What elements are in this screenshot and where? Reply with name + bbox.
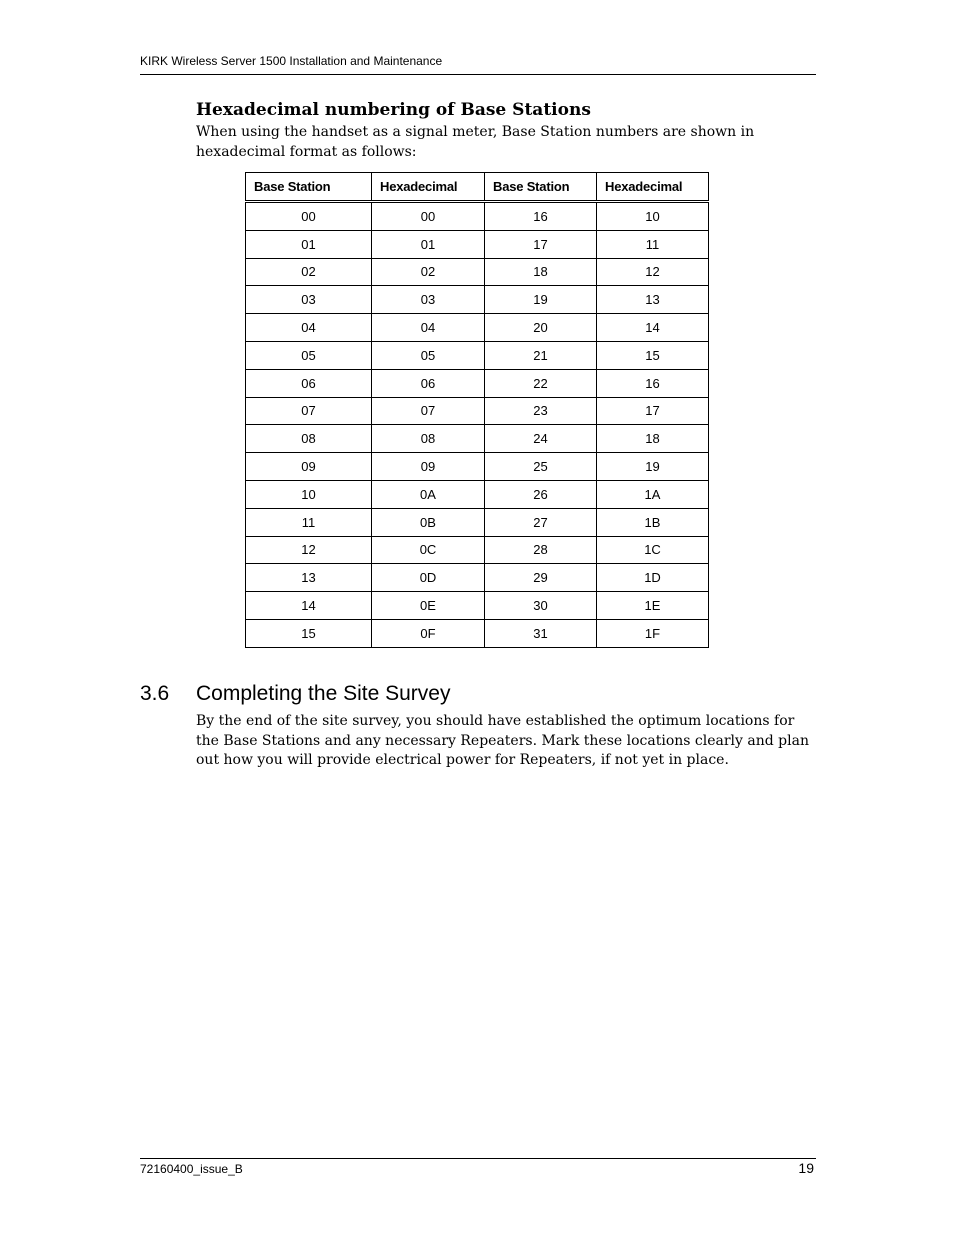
table-cell: 16 [597, 369, 709, 397]
table-cell: 09 [372, 453, 485, 481]
table-cell: 13 [246, 564, 372, 592]
table-cell: 31 [485, 619, 597, 647]
table-cell: 00 [372, 202, 485, 231]
table-cell: 11 [246, 508, 372, 536]
table-cell: 15 [597, 341, 709, 369]
table-row [246, 230, 709, 258]
table-cell: 22 [485, 369, 597, 397]
table-cell: 1C [597, 536, 709, 564]
table-cell: 30 [485, 592, 597, 620]
table-cell: 1D [597, 564, 709, 592]
table-cell: 03 [372, 286, 485, 314]
table-cell: 26 [485, 480, 597, 508]
table-row [246, 397, 709, 425]
table-header-row [246, 173, 709, 202]
header-rule [140, 74, 816, 75]
table-cell: 1F [597, 619, 709, 647]
table-cell: 05 [246, 341, 372, 369]
table-row [246, 564, 709, 592]
table-row [246, 286, 709, 314]
table-row [246, 202, 709, 231]
table-cell: 0A [372, 480, 485, 508]
table-cell: 19 [597, 453, 709, 481]
table-cell: 07 [372, 397, 485, 425]
table-cell: 14 [246, 592, 372, 620]
table-cell: 17 [597, 397, 709, 425]
table-cell: 15 [246, 619, 372, 647]
table-cell: 0E [372, 592, 485, 620]
table-cell: 19 [485, 286, 597, 314]
table-cell: 06 [246, 369, 372, 397]
table-cell: 0D [372, 564, 485, 592]
table-cell: 24 [485, 425, 597, 453]
hex-table [245, 172, 709, 648]
header-cell: Hexadecimal [597, 173, 709, 202]
table-row [246, 369, 709, 397]
table-cell: 01 [246, 230, 372, 258]
page-number: 19 [798, 1160, 814, 1176]
table-cell: 03 [246, 286, 372, 314]
table-cell: 21 [485, 341, 597, 369]
table-cell: 1A [597, 480, 709, 508]
table-cell: 29 [485, 564, 597, 592]
table-cell: 18 [597, 425, 709, 453]
table-cell: 10 [246, 480, 372, 508]
table-row [246, 480, 709, 508]
header-cell: Base Station [246, 173, 372, 202]
header-cell: Base Station [485, 173, 597, 202]
table-row [246, 508, 709, 536]
table-cell: 06 [372, 369, 485, 397]
table-cell: 14 [597, 314, 709, 342]
table-cell: 1B [597, 508, 709, 536]
section-title: Completing the Site Survey [196, 682, 451, 705]
table-cell: 09 [246, 453, 372, 481]
table-cell: 04 [246, 314, 372, 342]
table-cell: 12 [597, 258, 709, 286]
table-row [246, 619, 709, 647]
footer-doc-id: 72160400_issue_B [140, 1162, 243, 1176]
table-cell: 02 [246, 258, 372, 286]
table-cell: 13 [597, 286, 709, 314]
table-cell: 23 [485, 397, 597, 425]
table-cell: 07 [246, 397, 372, 425]
table-cell: 28 [485, 536, 597, 564]
table-row [246, 258, 709, 286]
section-body: By the end of the site survey, you should have established the optimum locations for the Base Stations and any necessary Repeaters. Mark these locations clearly and plan out how you will provide electrical power for Repeaters, if not yet in place. [196, 713, 809, 769]
table-cell: 12 [246, 536, 372, 564]
table-cell: 00 [246, 202, 372, 231]
table-cell: 02 [372, 258, 485, 286]
table-cell: 1E [597, 592, 709, 620]
table-cell: 11 [597, 230, 709, 258]
table-row [246, 453, 709, 481]
table-cell: 27 [485, 508, 597, 536]
header-cell: Hexadecimal [372, 173, 485, 202]
subsection-title: Hexadecimal numbering of Base Stations [196, 100, 591, 120]
table-row [246, 314, 709, 342]
table-cell: 10 [597, 202, 709, 231]
footer-rule [140, 1158, 816, 1159]
table-row [246, 341, 709, 369]
table-cell: 08 [246, 425, 372, 453]
table-row [246, 592, 709, 620]
table-cell: 0B [372, 508, 485, 536]
table-cell: 17 [485, 230, 597, 258]
table-cell: 05 [372, 341, 485, 369]
running-header: KIRK Wireless Server 1500 Installation and Maintenance [140, 54, 443, 68]
table-row [246, 425, 709, 453]
table-cell: 0F [372, 619, 485, 647]
section-number: 3.6 [140, 682, 170, 705]
table-row [246, 536, 709, 564]
table-cell: 04 [372, 314, 485, 342]
table-cell: 16 [485, 202, 597, 231]
table-cell: 01 [372, 230, 485, 258]
table-cell: 0C [372, 536, 485, 564]
subsection-intro: When using the handset as a signal meter, Base Station numbers are shown in hexadecimal format as follows: [196, 124, 755, 160]
table-cell: 08 [372, 425, 485, 453]
table-body [246, 202, 709, 648]
table-cell: 20 [485, 314, 597, 342]
table-cell: 18 [485, 258, 597, 286]
table-cell: 25 [485, 453, 597, 481]
